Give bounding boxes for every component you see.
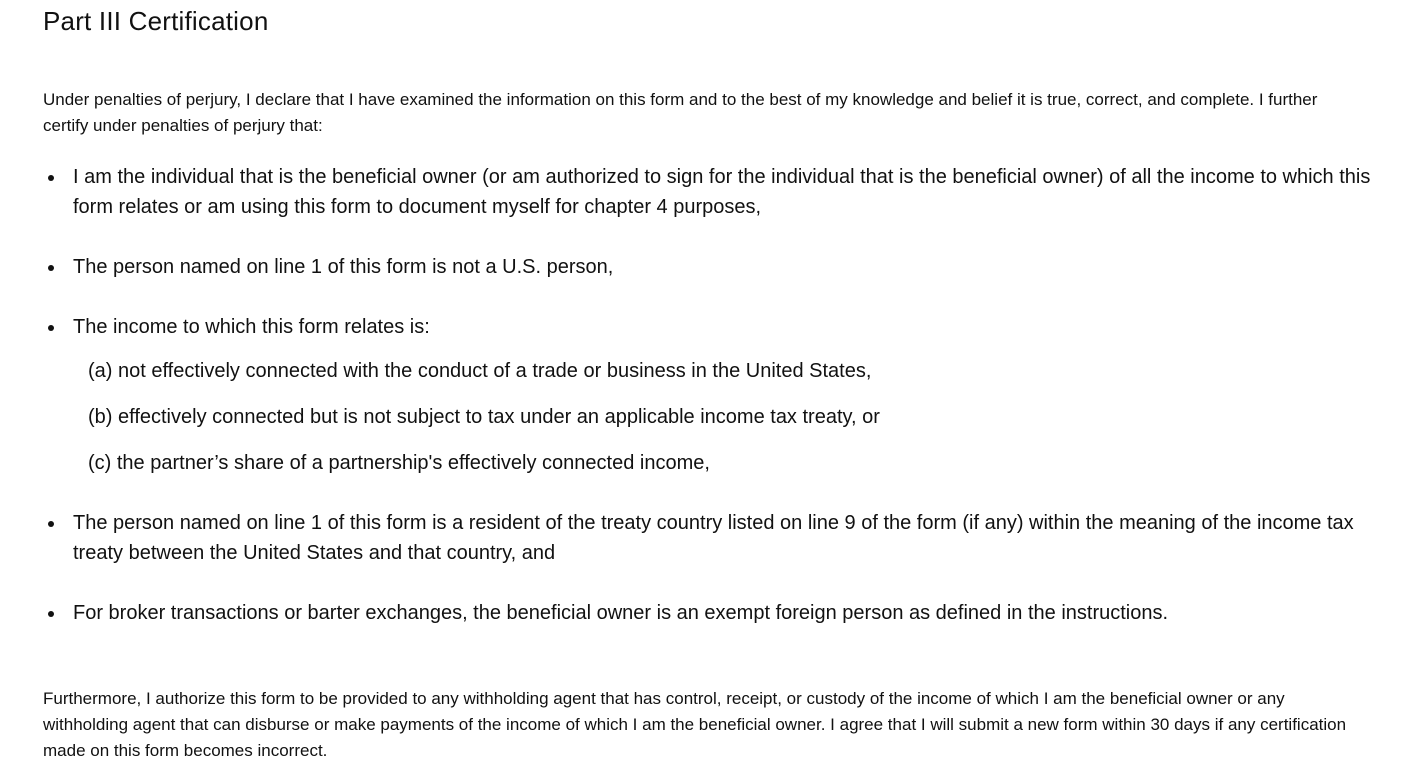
certification-item-treaty-resident xyxy=(73,508,1373,568)
certification-item-not-us-person xyxy=(73,252,1373,282)
certification-list xyxy=(43,162,1373,658)
income-sub-item-a: (a) not effectively connected with the conduct of a trade or business in the United States, xyxy=(88,360,872,382)
closing-paragraph: Furthermore, I authorize this form to be provided to any withholding agent that has control, receipt, or custody of the income of which I am the beneficial owner or any withholding agent that can disburse or make payments of the income of which I am the beneficial owner. I agree that I will submit a new form within 30 days if any certification made on this form becomes incorrect. xyxy=(43,689,1347,760)
certification-item-broker-transactions xyxy=(73,598,1373,628)
certification-text: The income to which this form relates is: xyxy=(73,316,430,338)
income-sub-item-b: (b) effectively connected but is not subject to tax under an applicable income tax treaty, or xyxy=(88,406,880,428)
intro-paragraph: Under penalties of perjury, I declare that I have examined the information on this form and to the best of my knowledge and belief it is true, correct, and complete. I further certify under penalties of perjury that: xyxy=(43,90,1318,135)
certification-text: I am the individual that is the beneficial owner (or am authorized to sign for the individual that is the beneficial owner) of all the income to which this form relates or am using this form to document myself for chapter 4 purposes, xyxy=(73,166,1371,218)
income-sub-item-c: (c) the partner’s share of a partnership's effectively connected income, xyxy=(88,452,710,474)
certification-item-income xyxy=(73,312,1373,478)
certification-text: The person named on line 1 of this form is not a U.S. person, xyxy=(73,256,614,278)
certification-text: For broker transactions or barter exchanges, the beneficial owner is an exempt foreign person as defined in the instructions. xyxy=(73,602,1169,624)
income-sub-list xyxy=(73,356,1373,478)
section-title: Part III Certification xyxy=(43,6,269,36)
certification-item-beneficial-owner xyxy=(73,162,1373,222)
certification-text: The person named on line 1 of this form is a resident of the treaty country listed on line 9 of the form (if any) within the meaning of the income tax treaty between the United States and that country, and xyxy=(73,512,1354,564)
